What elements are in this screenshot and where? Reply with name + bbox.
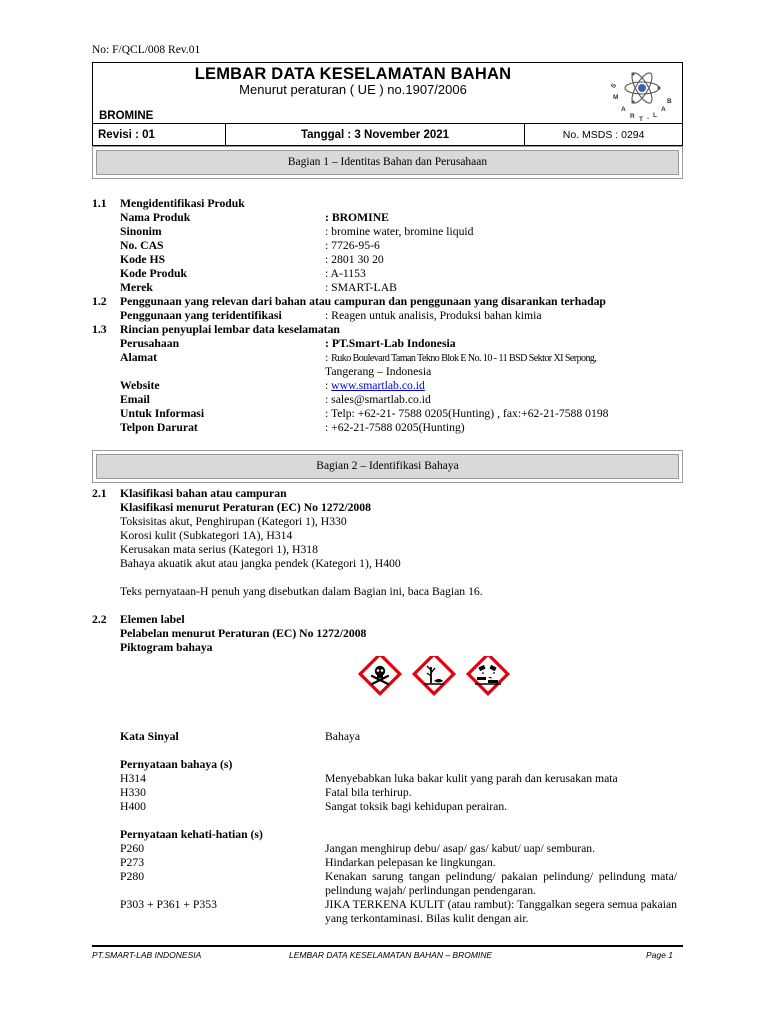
precaution-row (92, 856, 692, 870)
header-product-name: BROMINE (99, 110, 154, 122)
subsection-1-1-heading (92, 197, 692, 211)
subsection-number: 1.1 (92, 197, 107, 210)
precaution-title: Pernyataan kehati-hatian (s) (120, 828, 263, 841)
subsection-subtitle: Pelabelan menurut Peraturan (EC) No 1272/2008 (120, 627, 367, 640)
field-row-address-cont (92, 365, 692, 379)
labelling-regulation (92, 627, 692, 641)
field-label: Sinonim (120, 225, 162, 238)
section-1-banner (92, 146, 683, 179)
subsection-2-1-heading (92, 487, 692, 501)
address-line-2: Tangerang – Indonesia (325, 365, 432, 378)
signal-label: Kata Sinyal (120, 730, 179, 743)
subsection-title: Rincian penyuplai lembar data keselamatan (120, 323, 340, 336)
address-line-1: Ruko Boulevard Taman Tekno Blok E No. 10 - 11 BSD Sektor XI Serpong, (331, 353, 597, 364)
header-info-row (92, 123, 683, 147)
subsection-number: 2.1 (92, 487, 107, 500)
hazard-code: H330 (120, 786, 146, 799)
subsection-title: Mengidentifikasi Produk (120, 197, 245, 210)
field-label: Penggunaan yang teridentifikasi (120, 309, 282, 322)
classification-text: Kerusakan mata serius (Kategori 1), H318 (120, 543, 318, 556)
hstatement-note (92, 585, 692, 599)
precaution-code: P280 (120, 870, 145, 883)
precaution-statements-heading (92, 828, 692, 842)
field-label: Merek (120, 281, 153, 294)
precaution-code: P303 + P361 + P353 (120, 898, 217, 911)
hazard-statements-heading (92, 758, 692, 772)
field-row-hs-code (92, 253, 692, 267)
environment-icon (414, 656, 454, 694)
field-row-synonym (92, 225, 692, 239)
note-text: Teks pernyataan-H penuh yang disebutkan dalam Bagian ini, baca Bagian 16. (120, 585, 483, 598)
field-value: : sales@smartlab.co.id (325, 393, 431, 406)
website-colon: : (325, 379, 332, 392)
classification-item (92, 515, 692, 529)
hazard-row (92, 800, 692, 814)
subsection-number: 2.2 (92, 613, 107, 626)
field-value (325, 351, 596, 366)
field-value: : PT.Smart-Lab Indonesia (325, 337, 456, 350)
logo-lettering-dash: - (647, 115, 650, 122)
field-row-information (92, 407, 692, 421)
smartlab-logo (608, 65, 676, 123)
field-value: : BROMINE (325, 211, 389, 224)
logo-lettering-t: T (639, 116, 643, 123)
document-subtitle: Menurut peraturan ( UE ) no.1907/2006 (239, 82, 467, 97)
field-value (325, 379, 425, 393)
date-cell: Tanggal : 3 November 2021 (226, 123, 525, 147)
document-number: No: F/QCL/008 Rev.01 (92, 44, 201, 56)
logo-lettering-a2: A (661, 106, 666, 113)
footer-divider (92, 945, 683, 947)
section-2-title: Bagian 2 – Identifikasi Bahaya (316, 460, 459, 472)
signal-value: Bahaya (325, 730, 361, 743)
document-header (92, 62, 683, 146)
logo-lettering-b: B (667, 98, 672, 105)
pictogram-label: Piktogram bahaya (120, 641, 213, 654)
classification-item (92, 543, 692, 557)
field-label: Untuk Informasi (120, 407, 205, 420)
logo-lettering-left: S (609, 82, 619, 90)
precaution-row (92, 898, 692, 926)
subsection-1-2-heading (92, 295, 692, 309)
hazard-title: Pernyataan bahaya (s) (120, 758, 233, 771)
subsection-title: Elemen label (120, 613, 185, 626)
field-label: Kode HS (120, 253, 166, 266)
hazard-row (92, 786, 692, 800)
corrosion-icon (468, 656, 508, 694)
field-row-address (92, 351, 692, 365)
field-value: : SMART-LAB (325, 281, 397, 294)
field-value: : 7726-95-6 (325, 239, 380, 252)
msds-number-cell: No. MSDS : 0294 (525, 123, 683, 147)
field-value: : bromine water, bromine liquid (325, 225, 474, 238)
website-link[interactable]: www.smartlab.co.id (331, 379, 425, 392)
logo-lettering-a: A (621, 106, 626, 113)
field-row-company (92, 337, 692, 351)
classification-text: Bahaya akuatik akut atau jangka pendek (Kategori 1), H400 (120, 557, 401, 570)
ghs-pictograms (357, 656, 523, 702)
section-1-title: Bagian 1 – Identitas Bahan dan Perusahaan (287, 156, 488, 168)
precaution-code: P260 (120, 842, 145, 855)
footer-document-title: LEMBAR DATA KESELAMATAN BAHAN – BROMINE (289, 950, 493, 960)
hazard-code: H400 (120, 800, 146, 813)
field-label: Email (120, 393, 150, 406)
subsection-title: Penggunaan yang relevan dari bahan atau campuran dan penggunaan yang disarankan terhadap (120, 295, 606, 308)
field-label: Perusahaan (120, 337, 180, 350)
logo-lettering-r: R (630, 113, 635, 120)
classification-item (92, 557, 692, 571)
subsection-number: 1.2 (92, 295, 107, 308)
subsection-number: 1.3 (92, 323, 107, 336)
field-label: Kode Produk (120, 267, 188, 280)
field-row-brand (92, 281, 692, 295)
revision-cell: Revisi : 01 (92, 123, 226, 147)
field-row-email (92, 393, 692, 407)
precaution-text: Kenakan sarung tangan pelindung/ pakaian pelindung/ pelindung mata/ pelindung wajah/ perlindungan pendengaran. (325, 870, 677, 897)
classification-item (92, 529, 692, 543)
field-value: : 2801 30 20 (325, 253, 384, 266)
footer-page-number: Page 1 (646, 950, 673, 960)
subsection-1-3-heading (92, 323, 692, 337)
classification-text: Toksisitas akut, Penghirupan (Kategori 1), H330 (120, 515, 347, 528)
hazard-text: Menyebabkan luka bakar kulit yang parah dan kerusakan mata (325, 772, 618, 785)
precaution-text: Jangan menghirup debu/ asap/ gas/ kabut/ uap/ semburan. (325, 842, 596, 855)
field-label: Alamat (120, 351, 158, 364)
precaution-row (92, 842, 692, 856)
field-label: Website (120, 379, 160, 392)
address-colon: : (325, 351, 332, 364)
hazard-code: H314 (120, 772, 146, 785)
hazard-text: Fatal bila terhirup. (325, 786, 412, 799)
field-row-product-name (92, 211, 692, 225)
classification-regulation (92, 501, 692, 515)
section-2-banner (92, 450, 683, 483)
precaution-text: JIKA TERKENA KULIT (atau rambut): Tanggalkan segera semua pakaian yang terkontaminasi. Bilas kulit dengan air. (325, 898, 677, 925)
field-label: Nama Produk (120, 211, 191, 224)
hazard-text: Sangat toksik bagi kehidupan perairan. (325, 800, 508, 813)
field-value: : Telp: +62-21- 7588 0205(Hunting) , fax:+62-21-7588 0198 (325, 407, 609, 420)
subsection-title: Klasifikasi bahan atau campuran (120, 487, 287, 500)
logo-lettering-m: M (613, 94, 619, 101)
precaution-code: P273 (120, 856, 145, 869)
field-value: : A-1153 (325, 267, 366, 280)
signal-word-row (92, 730, 692, 744)
footer-company: PT.SMART-LAB INDONESIA (92, 950, 202, 960)
document-title: LEMBAR DATA KESELAMATAN BAHAN (194, 65, 512, 83)
field-row-website (92, 379, 692, 393)
skull-crossbones-icon (360, 656, 400, 694)
logo-lettering-l: L (653, 112, 657, 119)
field-label: Telpon Darurat (120, 421, 198, 434)
hazard-row (92, 772, 692, 786)
field-value: : +62-21-7588 0205(Hunting) (325, 421, 465, 434)
field-label: No. CAS (120, 239, 164, 252)
subsection-2-2-heading (92, 613, 692, 627)
classification-text: Korosi kulit (Subkategori 1A), H314 (120, 529, 293, 542)
field-row-identified-use (92, 309, 692, 323)
pictogram-heading (92, 641, 692, 655)
subsection-subtitle: Klasifikasi menurut Peraturan (EC) No 1272/2008 (120, 501, 371, 514)
field-row-emergency-phone (92, 421, 692, 435)
field-value: : Reagen untuk analisis, Produksi bahan kimia (325, 309, 542, 322)
field-row-cas (92, 239, 692, 253)
field-row-product-code (92, 267, 692, 281)
precaution-text: Hindarkan pelepasan ke lingkungan. (325, 856, 496, 869)
precaution-row (92, 870, 692, 898)
